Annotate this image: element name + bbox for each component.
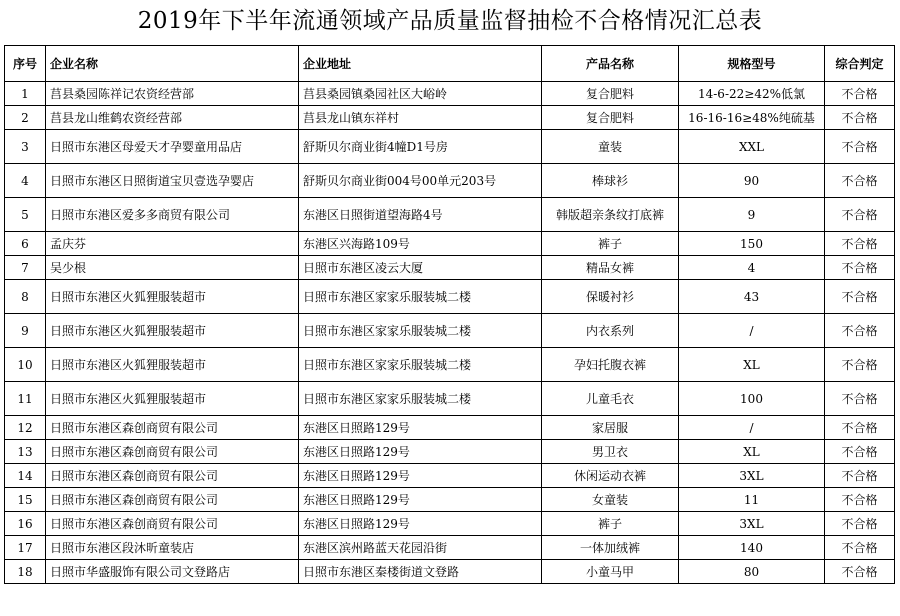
table-row [5,314,895,348]
company-address-cell: 东港区日照路129号 [299,440,542,464]
page-title: 2019年下半年流通领域产品质量监督抽检不合格情况汇总表 [137,8,763,34]
product-name-cell: 孕妇托腹衣裤 [542,348,679,382]
row-index-cell: 12 [5,416,46,440]
product-name-cell: 复合肥料 [542,106,679,130]
product-name-cell: 韩版超亲条纹打底裤 [542,198,679,232]
company-address-cell: 舒斯贝尔商业街4幢D1号房 [299,130,542,164]
table-row [5,416,895,440]
inspection-table [4,45,895,584]
company-address-cell: 日照市东港区家家乐服装城二楼 [299,280,542,314]
spec-model-cell: 80 [679,560,825,584]
col-header-address: 企业地址 [299,46,542,82]
spec-model-cell: 3XL [679,464,825,488]
company-name-cell: 日照市东港区森创商贸有限公司 [46,488,299,512]
table-row [5,130,895,164]
company-name-cell: 孟庆芬 [46,232,299,256]
product-name-cell: 裤子 [542,512,679,536]
col-header-index: 序号 [5,46,46,82]
col-header-spec: 规格型号 [679,46,825,82]
company-name-cell: 日照市东港区森创商贸有限公司 [46,464,299,488]
row-index-cell: 8 [5,280,46,314]
table-row [5,164,895,198]
verdict-cell: 不合格 [825,560,895,584]
verdict-cell: 不合格 [825,130,895,164]
company-name-cell: 日照市东港区母爱天才孕婴童用品店 [46,130,299,164]
row-index-cell: 5 [5,198,46,232]
company-address-cell: 舒斯贝尔商业街004号00单元203号 [299,164,542,198]
company-address-cell: 莒县桑园镇桑园社区大峪岭 [299,82,542,106]
verdict-cell: 不合格 [825,512,895,536]
header-row [5,46,895,82]
company-name-cell: 日照市东港区森创商贸有限公司 [46,512,299,536]
verdict-cell: 不合格 [825,164,895,198]
verdict-cell: 不合格 [825,280,895,314]
verdict-cell: 不合格 [825,256,895,280]
verdict-cell: 不合格 [825,232,895,256]
company-address-cell: 东港区日照路129号 [299,416,542,440]
row-index-cell: 2 [5,106,46,130]
company-address-cell: 日照市东港区家家乐服装城二楼 [299,348,542,382]
product-name-cell: 复合肥料 [542,82,679,106]
company-name-cell: 莒县龙山维鹤农资经营部 [46,106,299,130]
verdict-cell: 不合格 [825,314,895,348]
row-index-cell: 13 [5,440,46,464]
verdict-cell: 不合格 [825,488,895,512]
company-address-cell: 日照市东港区家家乐服装城二楼 [299,382,542,416]
table-row [5,106,895,130]
table-row [5,560,895,584]
row-index-cell: 9 [5,314,46,348]
table-row [5,488,895,512]
company-name-cell: 日照市东港区火狐狸服装超市 [46,348,299,382]
verdict-cell: 不合格 [825,464,895,488]
company-address-cell: 日照市东港区家家乐服装城二楼 [299,314,542,348]
company-name-cell: 日照市东港区火狐狸服装超市 [46,314,299,348]
product-name-cell: 儿童毛衣 [542,382,679,416]
table-row [5,512,895,536]
company-name-cell: 日照市东港区森创商贸有限公司 [46,440,299,464]
spec-model-cell: 3XL [679,512,825,536]
table-body [5,82,895,584]
row-index-cell: 1 [5,82,46,106]
company-name-cell: 日照市东港区爱多多商贸有限公司 [46,198,299,232]
company-name-cell: 日照市东港区森创商贸有限公司 [46,416,299,440]
company-name-cell: 日照市东港区段沐昕童装店 [46,536,299,560]
product-name-cell: 休闲运动衣裤 [542,464,679,488]
spec-model-cell: 43 [679,280,825,314]
row-index-cell: 16 [5,512,46,536]
col-header-product: 产品名称 [542,46,679,82]
company-name-cell: 吴少根 [46,256,299,280]
product-name-cell: 精品女裤 [542,256,679,280]
table-row [5,440,895,464]
product-name-cell: 女童装 [542,488,679,512]
row-index-cell: 17 [5,536,46,560]
verdict-cell: 不合格 [825,416,895,440]
row-index-cell: 7 [5,256,46,280]
row-index-cell: 18 [5,560,46,584]
company-address-cell: 日照市东港区凌云大厦 [299,256,542,280]
verdict-cell: 不合格 [825,198,895,232]
row-index-cell: 14 [5,464,46,488]
company-name-cell: 日照市东港区火狐狸服装超市 [46,382,299,416]
spec-model-cell: 14-6-22≥42%低氯 [679,82,825,106]
spec-model-cell: / [679,416,825,440]
product-name-cell: 内衣系列 [542,314,679,348]
spec-model-cell: 140 [679,536,825,560]
row-index-cell: 11 [5,382,46,416]
table-row [5,536,895,560]
company-name-cell: 日照市华盛服饰有限公司文登路店 [46,560,299,584]
spec-model-cell: 150 [679,232,825,256]
spec-model-cell: 4 [679,256,825,280]
table-row [5,82,895,106]
spec-model-cell: 16-16-16≥48%纯硫基 [679,106,825,130]
company-address-cell: 东港区日照街道望海路4号 [299,198,542,232]
product-name-cell: 家居服 [542,416,679,440]
company-name-cell: 日照市东港区日照街道宝贝壹选孕婴店 [46,164,299,198]
spec-model-cell: / [679,314,825,348]
product-name-cell: 一体加绒裤 [542,536,679,560]
spec-model-cell: XXL [679,130,825,164]
verdict-cell: 不合格 [825,106,895,130]
company-address-cell: 东港区兴海路109号 [299,232,542,256]
company-address-cell: 东港区日照路129号 [299,464,542,488]
table-row [5,198,895,232]
spec-model-cell: 100 [679,382,825,416]
table-row [5,382,895,416]
table-row [5,232,895,256]
product-name-cell: 裤子 [542,232,679,256]
product-name-cell: 童装 [542,130,679,164]
company-name-cell: 日照市东港区火狐狸服装超市 [46,280,299,314]
row-index-cell: 6 [5,232,46,256]
spec-model-cell: XL [679,440,825,464]
company-address-cell: 日照市东港区秦楼街道文登路 [299,560,542,584]
company-address-cell: 莒县龙山镇东祥村 [299,106,542,130]
product-name-cell: 男卫衣 [542,440,679,464]
spec-model-cell: XL [679,348,825,382]
product-name-cell: 保暖衬衫 [542,280,679,314]
row-index-cell: 3 [5,130,46,164]
company-address-cell: 东港区日照路129号 [299,488,542,512]
company-name-cell: 莒县桑园陈祥记农资经营部 [46,82,299,106]
company-address-cell: 东港区日照路129号 [299,512,542,536]
verdict-cell: 不合格 [825,348,895,382]
spec-model-cell: 90 [679,164,825,198]
product-name-cell: 棒球衫 [542,164,679,198]
table-row [5,348,895,382]
table-row [5,280,895,314]
verdict-cell: 不合格 [825,82,895,106]
row-index-cell: 4 [5,164,46,198]
col-header-company: 企业名称 [46,46,299,82]
company-address-cell: 东港区滨州路蓝天花园沿街 [299,536,542,560]
verdict-cell: 不合格 [825,536,895,560]
row-index-cell: 15 [5,488,46,512]
product-name-cell: 小童马甲 [542,560,679,584]
spec-model-cell: 9 [679,198,825,232]
table-row [5,256,895,280]
verdict-cell: 不合格 [825,382,895,416]
verdict-cell: 不合格 [825,440,895,464]
row-index-cell: 10 [5,348,46,382]
table-row [5,464,895,488]
col-header-verdict: 综合判定 [825,46,895,82]
spec-model-cell: 11 [679,488,825,512]
